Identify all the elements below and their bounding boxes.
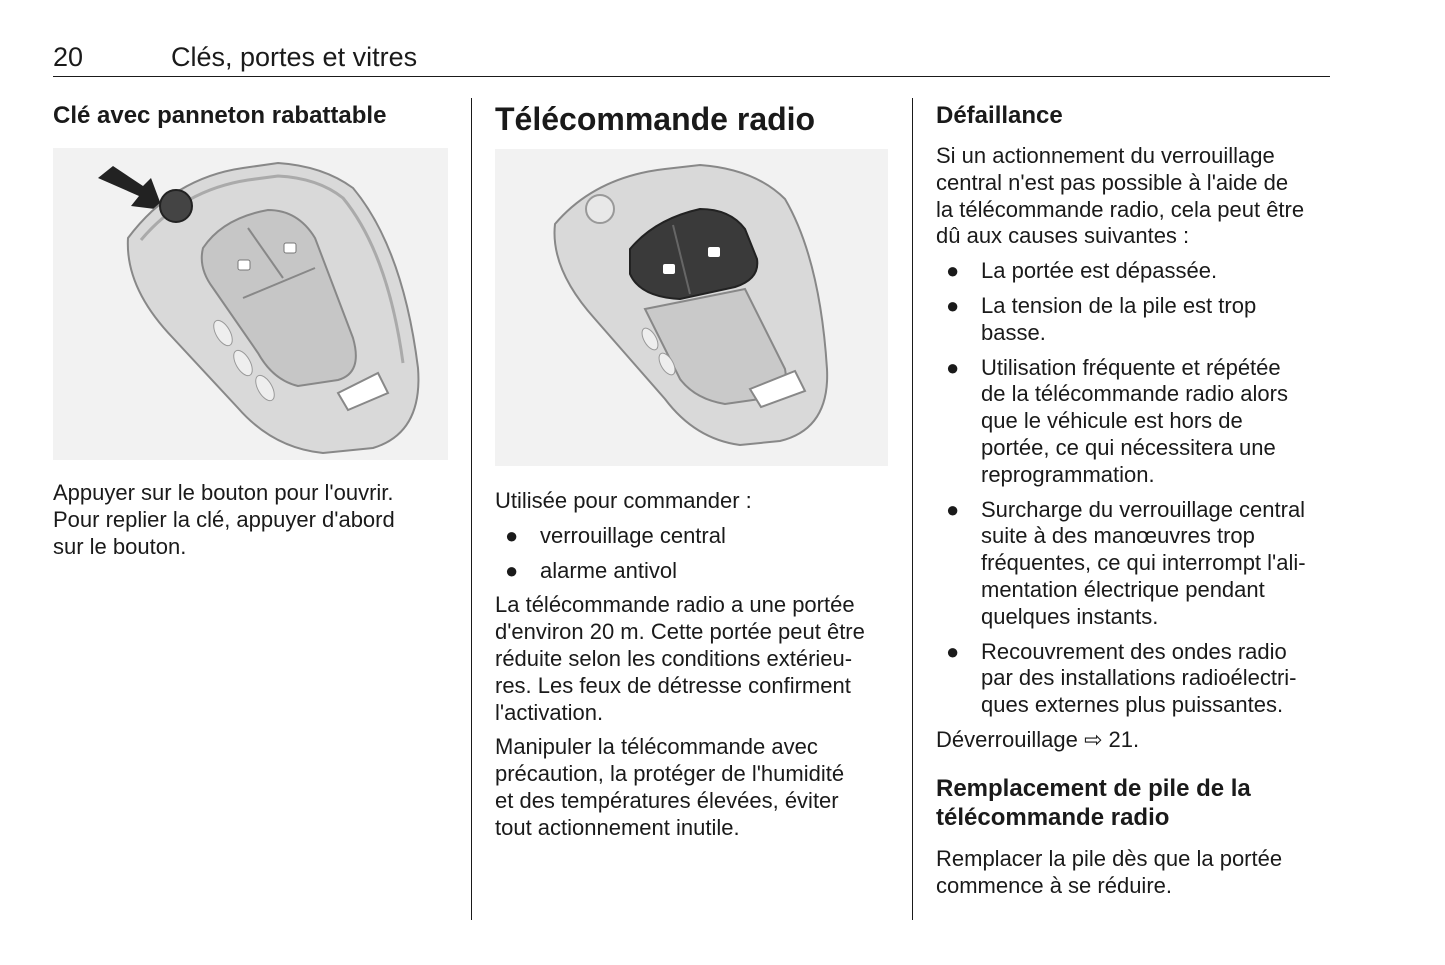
list-item: ● alarme antivol <box>505 557 677 583</box>
folding-key-icon <box>53 148 448 460</box>
reference-page-link[interactable]: 21. <box>1108 726 1140 752</box>
page-number: 20 <box>53 42 84 72</box>
list-item: ● La portée est dépassée. <box>946 258 1218 284</box>
column-divider-1 <box>471 98 472 920</box>
page-header <box>53 40 1330 77</box>
handling-paragraph: Manipuler la télécommande avec précaution, la protéger de l'humidité et des températures élevées, éviter tout actionnement inutile. <box>495 734 845 840</box>
range-paragraph: La télécommande radio a une portée d'environ 20 m. Cette portée peut être réduite selon les conditions extérieu‐ res. Les feux de détresse confirment l'activation. <box>495 592 865 725</box>
column-1 <box>53 98 453 568</box>
arrow-right-icon: ⇨ <box>1083 726 1103 752</box>
failure-intro: Si un actionnement du verrouillage central n'est pas possible à l'aide de la télécommande radio, cela peut être dû aux causes suivantes : <box>936 143 1305 249</box>
section-heading-battery-replacement: Remplacement de pile de la télécommande radio <box>936 774 1251 831</box>
failure-causes-list <box>936 258 1336 719</box>
column-2 <box>495 98 895 850</box>
section-heading-radio-remote: Télécommande radio <box>495 101 816 137</box>
list-item: ● Surcharge du verrouillage central suite à des manœuvres trop fréquentes, ce qui interrompt l'ali‐ mentation électrique pendant quelques instants. <box>946 496 1306 629</box>
list-item: ● Recouvrement des ondes radio par des installations radioélectri‐ ques externes plus puissantes. <box>946 638 1297 718</box>
chapter-title: Clés, portes et vitres <box>171 42 418 72</box>
list-item: ● La tension de la pile est trop basse. <box>946 292 1257 345</box>
folding-key-instructions: Appuyer sur le bouton pour l'ouvrir. Pour replier la clé, appuyer d'abord sur le bouton. <box>53 480 395 559</box>
list-item: ● verrouillage central <box>505 522 726 548</box>
section-heading-folding-key: Clé avec panneton rabattable <box>53 102 387 129</box>
section-heading-failure: Défaillance <box>936 102 1063 129</box>
column-divider-2 <box>912 98 913 920</box>
column-3 <box>936 98 1336 907</box>
usage-intro: Utilisée pour commander : <box>495 488 752 513</box>
radio-remote-icon <box>495 149 888 466</box>
battery-paragraph: Remplacer la pile dès que la portée commence à se réduire. <box>936 845 1283 898</box>
list-item: ● Utilisation fréquente et répétée de la télécommande radio alors que le véhicule est hors de portée, ce qui nécessitera une reprogrammation. <box>946 354 1288 487</box>
usage-list <box>495 523 895 585</box>
folding-key-illustration <box>53 148 448 460</box>
cross-reference: Déverrouillage ⇨ 21. <box>936 726 1140 752</box>
radio-remote-illustration <box>495 149 888 466</box>
